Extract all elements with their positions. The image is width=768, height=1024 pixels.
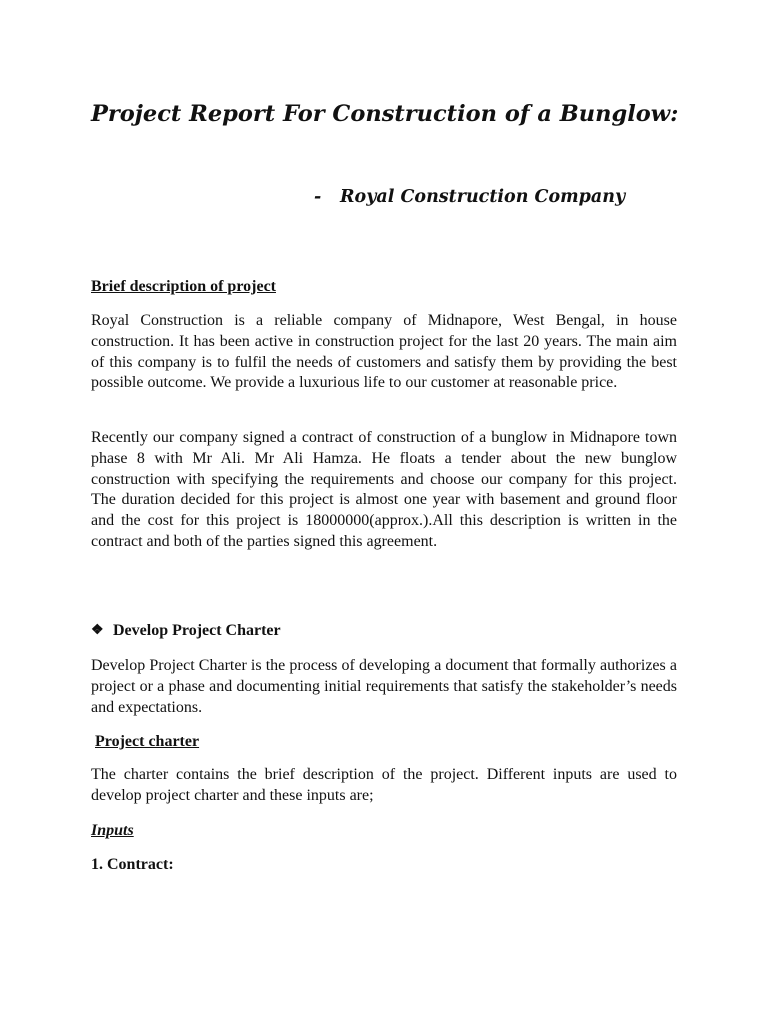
diamond-bullet-icon: ❖ xyxy=(91,623,104,638)
inputs-heading: Inputs xyxy=(91,822,134,839)
contract-heading: 1. Contract: xyxy=(91,856,174,873)
develop-charter-heading-text: Develop Project Charter xyxy=(113,622,281,639)
brief-description-heading: Brief description of project xyxy=(91,278,276,295)
company-name: Royal Construction Company xyxy=(340,187,626,207)
subtitle-dash: - xyxy=(314,187,322,207)
brief-paragraph-2: Recently our company signed a contract of construction of a bunglow in Midnapore town phase 8 with Mr Ali. Mr Ali Hamza. He floats a tender about the new bunglow construction with specifying the requirements and choose our company for this project. The duration decided for this project is almost one year with basement and ground floor and the cost for this project is 18000000(approx.).All this description is written in the contract and both of the parties signed this agreement. xyxy=(91,429,677,550)
company-subtitle xyxy=(314,183,625,211)
develop-charter-paragraph: Develop Project Charter is the process of developing a document that formally authorizes a project or a phase and documenting initial requirements that satisfy the stakeholder’s needs and expectations. xyxy=(91,657,677,716)
document-title: Project Report For Construction of a Bunglow: xyxy=(91,101,679,127)
project-charter-heading: Project charter xyxy=(95,733,200,750)
develop-charter-heading xyxy=(91,621,677,642)
project-charter-paragraph: The charter contains the brief description of the project. Different inputs are used to develop project charter and these inputs are; xyxy=(91,766,677,804)
brief-paragraph-1: Royal Construction is a reliable company of Midnapore, West Bengal, in house construction. It has been active in construction project for the last 20 years. The main aim of this company is to fulfil the needs of customers and satisfy them by providing the best possible outcome. We provide a luxurious life to our customer at reasonable price. xyxy=(91,312,677,392)
